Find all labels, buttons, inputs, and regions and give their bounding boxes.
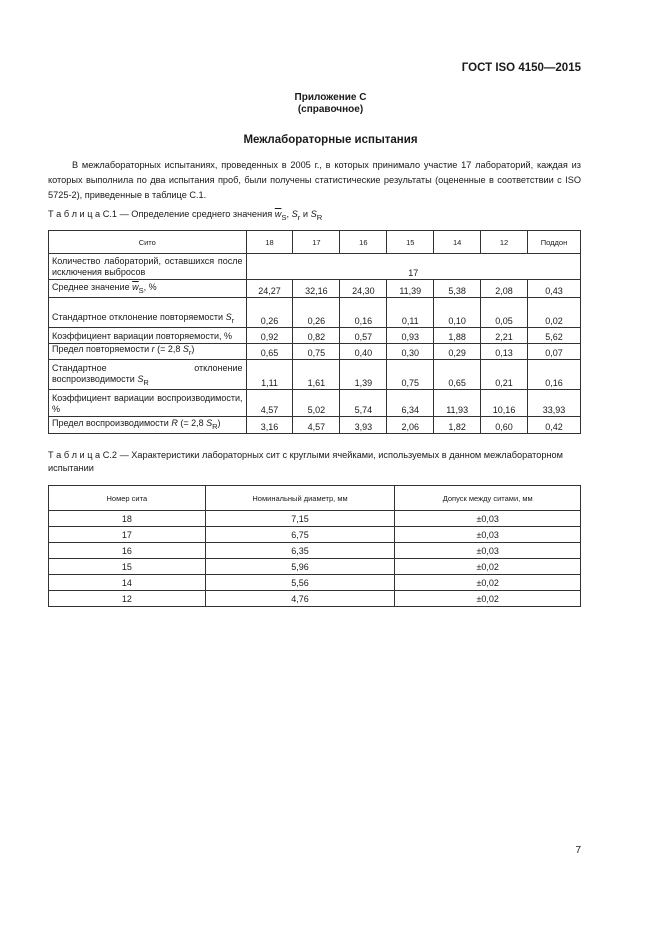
- label-var: S: [182, 344, 189, 355]
- cell: 1,11: [246, 360, 293, 390]
- cell: ±0,02: [395, 559, 581, 575]
- cell: ±0,02: [395, 575, 581, 591]
- cell: 6,34: [387, 390, 434, 417]
- table-row: [49, 511, 581, 527]
- cell: 0,92: [246, 328, 293, 344]
- cell: ±0,03: [395, 527, 581, 543]
- cell: 0,11: [387, 298, 434, 328]
- caption-var-sR-sub: R: [316, 212, 323, 222]
- cell: 6,75: [205, 527, 395, 543]
- caption-var-sr-sub: r: [297, 212, 301, 222]
- table-row: [49, 559, 581, 575]
- row-label: [49, 344, 247, 360]
- label-text: Стандартное отклонение воспроизводимости: [52, 363, 243, 385]
- cell: 15: [49, 559, 206, 575]
- table-row: [49, 280, 581, 298]
- caption-var-w-sub: S: [281, 212, 287, 222]
- cell: 7,15: [205, 511, 395, 527]
- caption-var-sr: S: [291, 209, 298, 219]
- cell: 11,39: [387, 280, 434, 298]
- label-text: Стандартное отклонение повторяемости: [52, 312, 226, 323]
- label-var: R: [171, 418, 178, 429]
- table1-caption-prefix: Т а б л и ц а С.1: [48, 209, 118, 219]
- table1-col-12: 12: [481, 231, 528, 254]
- cell: 0,82: [293, 328, 340, 344]
- cell: 0,93: [387, 328, 434, 344]
- cell: 12: [49, 591, 206, 607]
- table2-col-sieve-number: Номер сита: [49, 486, 206, 511]
- table-row: [49, 390, 581, 417]
- label-text: Предел воспроизводимости: [52, 418, 172, 429]
- intro-paragraph: В межлабораторных испытаниях, проведенных в 2005 г., в которых принимало участие 17 лабораторий, каждая из которых выполнила по два испытания проб, были получены статистические результаты (оцененные в соответствии с ISO 5725-2), приведенные в таблице С.1.: [48, 160, 581, 200]
- cell: 6,35: [205, 543, 395, 559]
- cell: 0,42: [528, 417, 581, 434]
- label-sub: R: [143, 378, 149, 387]
- row-label: [49, 417, 247, 434]
- label-text: (= 2,8: [154, 344, 183, 355]
- cell: 0,29: [434, 344, 481, 360]
- row-label: [49, 298, 247, 328]
- row-label: [49, 360, 247, 390]
- table-row: [49, 591, 581, 607]
- cell: 0,02: [528, 298, 581, 328]
- caption-var-sR: S: [310, 209, 317, 219]
- cell: 3,93: [340, 417, 387, 434]
- label-sub: r: [188, 348, 192, 357]
- label-sub: r: [231, 316, 235, 325]
- cell: 0,21: [481, 360, 528, 390]
- appendix-subtitle: (справочное): [297, 104, 364, 115]
- label-var: r: [151, 344, 155, 355]
- row-label: Коэффициент вариации повторяемости, %: [49, 328, 247, 344]
- table-row: [49, 543, 581, 559]
- cell: 5,02: [293, 390, 340, 417]
- table2-header-row: [49, 486, 581, 511]
- cell: 2,06: [387, 417, 434, 434]
- label-text: Среднее значение: [52, 282, 133, 293]
- label-sub: R: [212, 422, 218, 431]
- cell: ±0,02: [395, 591, 581, 607]
- cell: 5,56: [205, 575, 395, 591]
- cell: 0,16: [340, 298, 387, 328]
- caption-var-w: $\overline{w}$: [274, 209, 282, 219]
- cell: 11,93: [434, 390, 481, 417]
- label-sub: S: [138, 286, 144, 295]
- table1-col-17: 17: [293, 231, 340, 254]
- caption-and: и: [300, 209, 311, 219]
- label-text: ): [217, 418, 221, 429]
- caption-sep: ,: [286, 209, 292, 219]
- cell: 4,76: [205, 591, 395, 607]
- cell: 0,26: [246, 298, 293, 328]
- cell: 24,30: [340, 280, 387, 298]
- cell: 0,07: [528, 344, 581, 360]
- cell: 0,13: [481, 344, 528, 360]
- cell: 0,40: [340, 344, 387, 360]
- label-text: ): [191, 344, 195, 355]
- table2-col-nominal-diameter: Номинальный диаметр, мм: [205, 486, 395, 511]
- table1-col-14: 14: [434, 231, 481, 254]
- label-text: Предел повторяемости: [52, 344, 152, 355]
- cell: 0,16: [528, 360, 581, 390]
- cell: 14: [49, 575, 206, 591]
- cell: 0,05: [481, 298, 528, 328]
- label-text: , %: [143, 282, 157, 293]
- cell: 5,62: [528, 328, 581, 344]
- cell: 4,57: [293, 417, 340, 434]
- table1-caption-text: — Определение среднего значения: [117, 209, 275, 219]
- cell: 17: [49, 527, 206, 543]
- table1-col-16: 16: [340, 231, 387, 254]
- table-row: [49, 344, 581, 360]
- row-label: Коэффициент вариации воспроизводимости, %: [49, 390, 247, 417]
- page-number: 7: [575, 845, 581, 856]
- cell: 0,10: [434, 298, 481, 328]
- label-var: S: [206, 418, 213, 429]
- cell: 5,96: [205, 559, 395, 575]
- table1-col-sieve: Сито: [49, 231, 247, 254]
- cell: 0,65: [434, 360, 481, 390]
- cell: 0,30: [387, 344, 434, 360]
- table2-col-tolerance: Допуск между ситами, мм: [395, 486, 581, 511]
- table1-caption: [48, 208, 581, 224]
- cell: 4,57: [246, 390, 293, 417]
- cell: 1,39: [340, 360, 387, 390]
- cell: 1,61: [293, 360, 340, 390]
- table-row: [49, 527, 581, 543]
- table2-caption-prefix: Т а б л и ц а С.2: [48, 450, 118, 460]
- table-row: [49, 417, 581, 434]
- cell: 24,27: [246, 280, 293, 298]
- cell: 2,08: [481, 280, 528, 298]
- table-row: [49, 254, 581, 280]
- cell: 0,75: [293, 344, 340, 360]
- document-code: ГОСТ ISO 4150—2015: [461, 62, 581, 74]
- cell: 0,60: [481, 417, 528, 434]
- cell: ±0,03: [395, 543, 581, 559]
- label-var: S: [137, 374, 144, 385]
- cell: 1,82: [434, 417, 481, 434]
- table2-caption-text: — Характеристики лабораторных сит с круглыми ячейками, используемых в данном межлабораторном испытании: [48, 450, 563, 473]
- label-text: (= 2,8: [177, 418, 207, 429]
- row-label: Количество лабораторий, оставшихся после исключения выбросов: [49, 254, 247, 280]
- cell: 32,16: [293, 280, 340, 298]
- cell: 5,74: [340, 390, 387, 417]
- table-row: [49, 575, 581, 591]
- label-var: $\overline{w}$: [132, 282, 139, 293]
- cell: 10,16: [481, 390, 528, 417]
- cell: 3,16: [246, 417, 293, 434]
- cell: 18: [49, 511, 206, 527]
- labs-count: 17: [246, 254, 580, 280]
- cell: 0,65: [246, 344, 293, 360]
- table-row: [49, 328, 581, 344]
- cell: 5,38: [434, 280, 481, 298]
- row-label: [49, 280, 247, 298]
- label-var: S: [225, 312, 232, 323]
- cell: ±0,03: [395, 511, 581, 527]
- cell: 0,26: [293, 298, 340, 328]
- table1-col-18: 18: [246, 231, 293, 254]
- table-row: [49, 298, 581, 328]
- table1-col-15: 15: [387, 231, 434, 254]
- table2-caption: [48, 449, 581, 475]
- cell: 33,93: [528, 390, 581, 417]
- cell: 16: [49, 543, 206, 559]
- table-c2: [48, 485, 581, 607]
- table1-col-pan: Поддон: [528, 231, 581, 254]
- appendix-title: Приложение С: [294, 92, 367, 103]
- cell: 0,75: [387, 360, 434, 390]
- table-row: [49, 360, 581, 390]
- cell: 2,21: [481, 328, 528, 344]
- cell: 0,43: [528, 280, 581, 298]
- cell: 0,57: [340, 328, 387, 344]
- table1-header-row: [49, 231, 581, 254]
- table-c1: [48, 230, 581, 434]
- section-title: Межлабораторные испытания: [243, 134, 418, 146]
- cell: 1,88: [434, 328, 481, 344]
